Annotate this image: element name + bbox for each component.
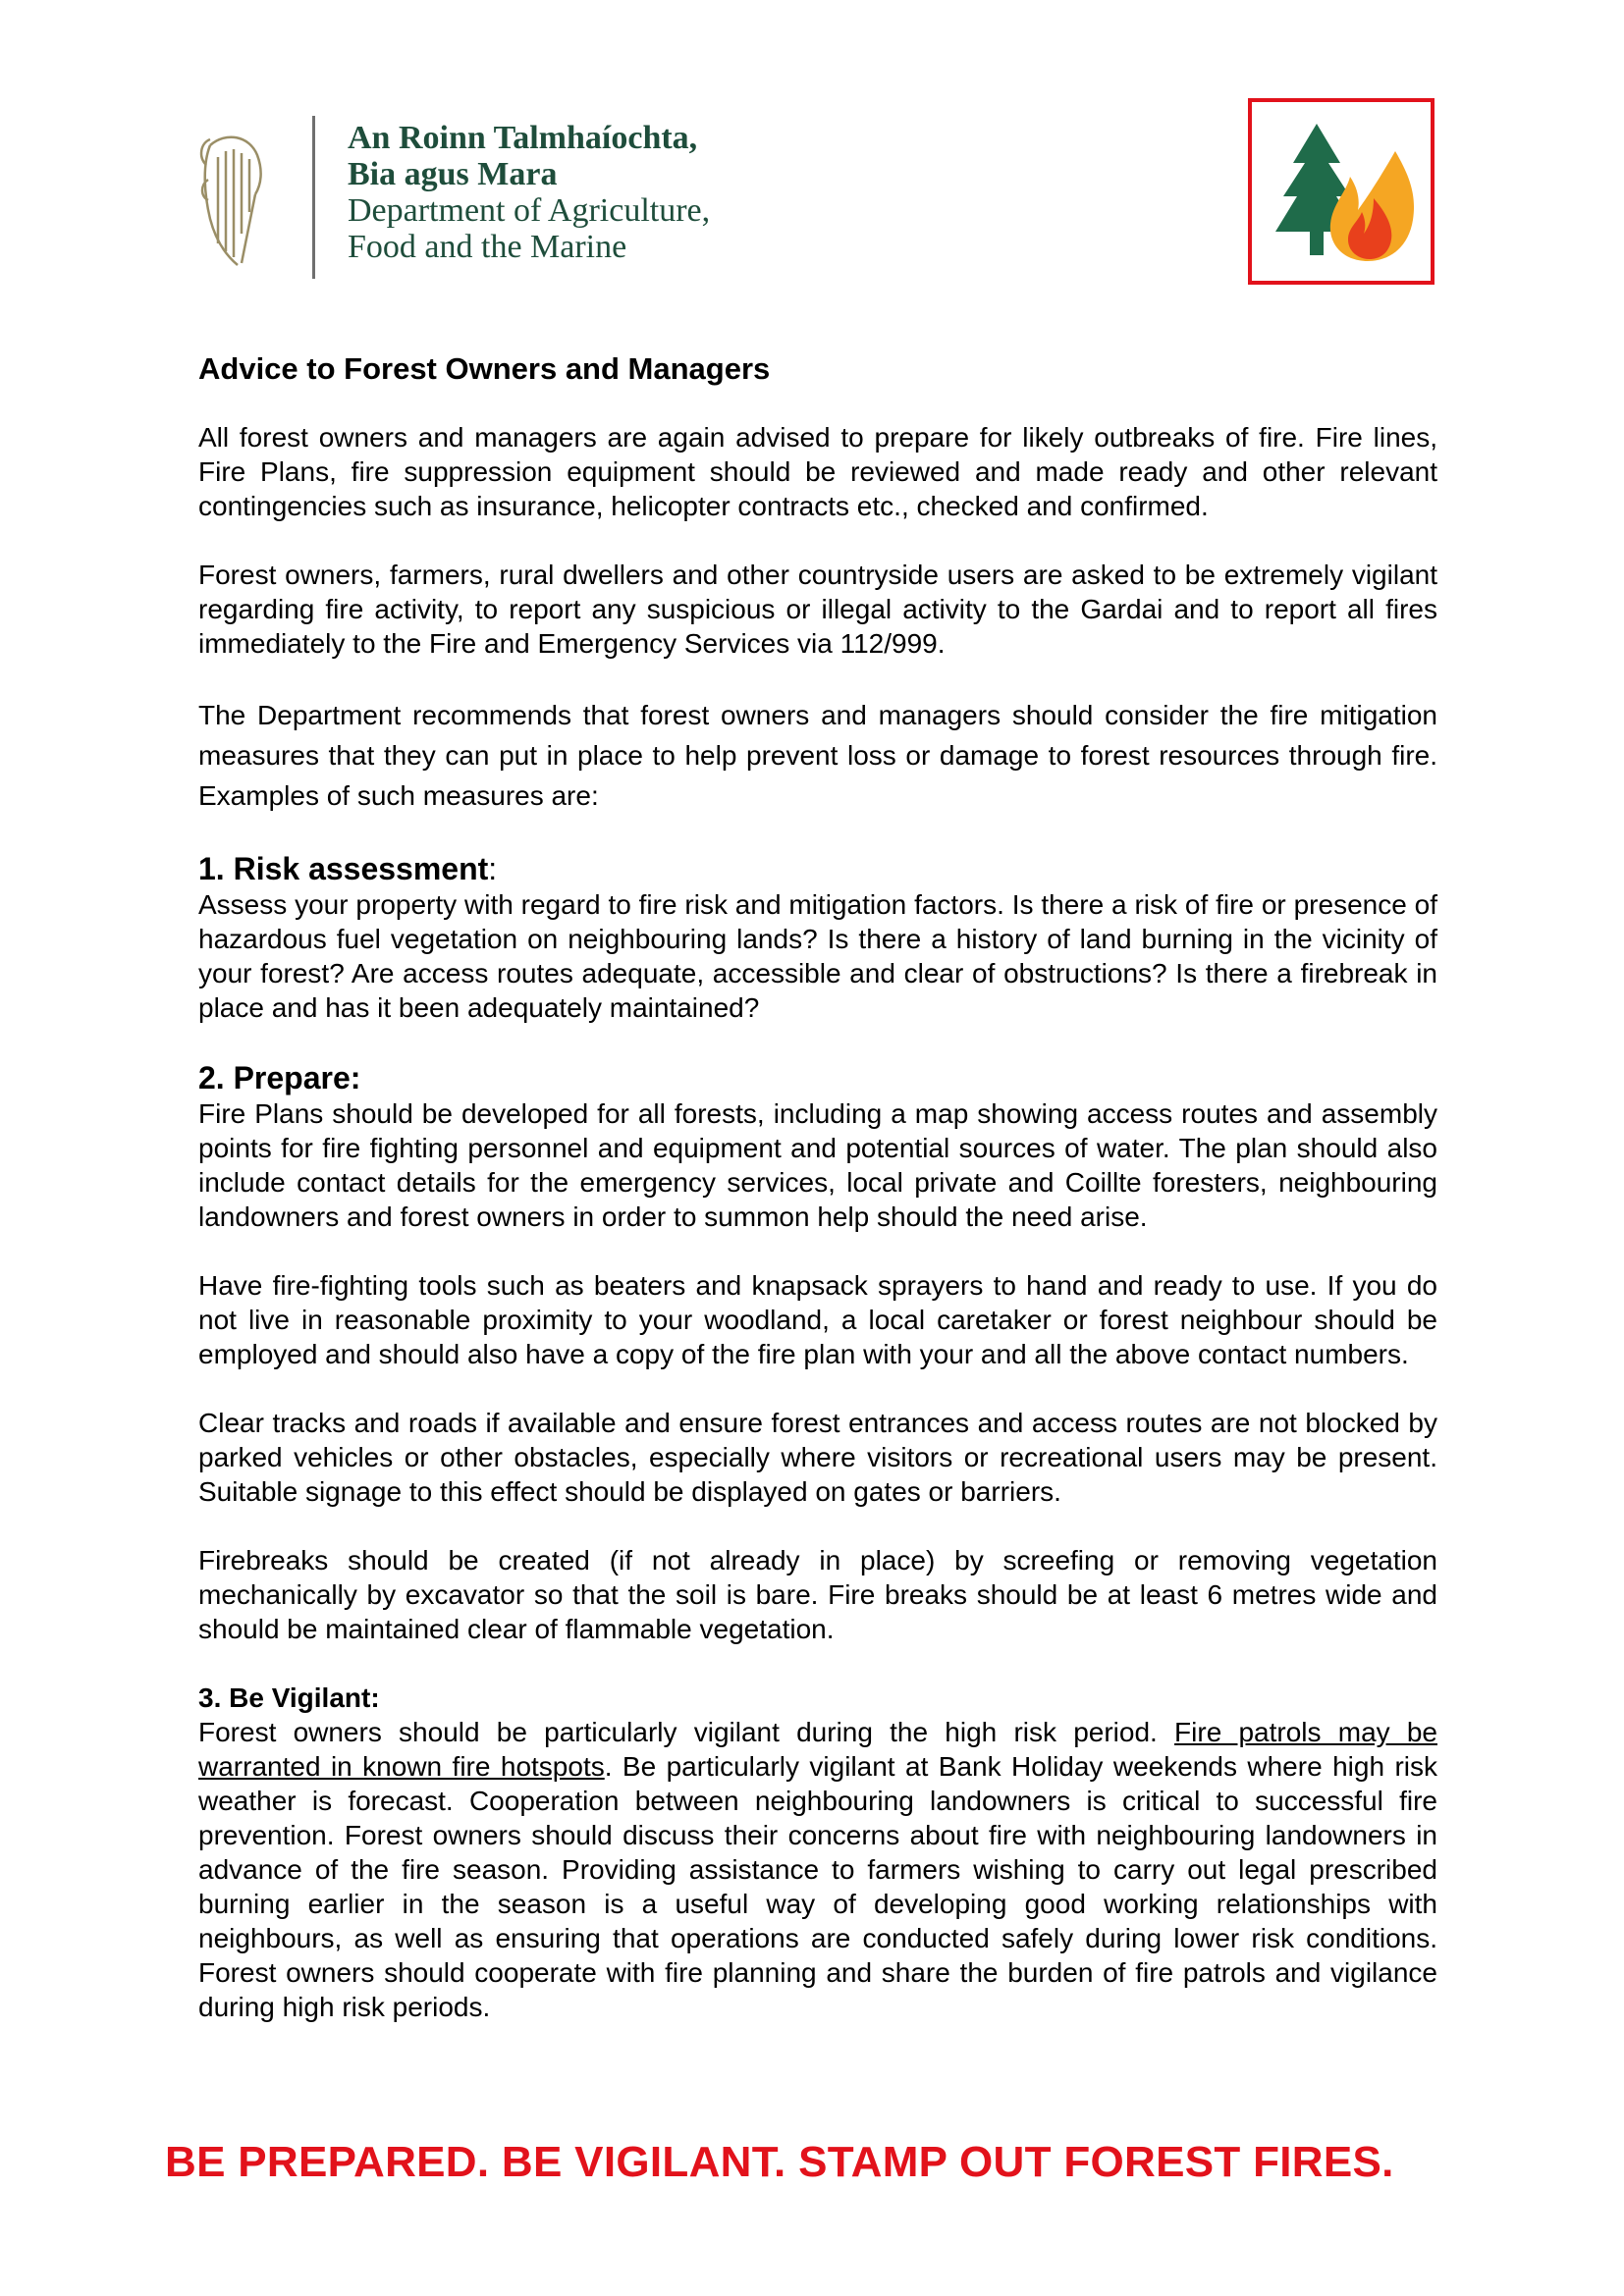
- harp-emblem-icon: [196, 126, 271, 273]
- fire-patrols-underlined-text: Fire patrols may be warranted in known fire hotspots: [198, 1717, 1437, 1782]
- department-english-line1: Department of Agriculture,: [348, 192, 711, 229]
- risk-assessment-heading-colon: :: [488, 851, 498, 886]
- department-name: [348, 120, 710, 265]
- department-irish-line2: Bia agus Mara: [348, 156, 558, 192]
- intro-paragraph-2: Forest owners, farmers, rural dwellers and other countryside users are asked to be extremely vigilant regarding fire activity, to report any suspicious or illegal activity to the Gardai and to report all fires immediately to the Fire and Emergency Services via 112/999.: [198, 560, 1437, 659]
- prepare-paragraph-4: Firebreaks should be created (if not already in place) by screefing or removing vegetation mechanically by excavator so that the soil is bare. Fire breaks should be at least 6 metres wide and should be maintained clear of flammable vegetation.: [198, 1545, 1437, 1644]
- prepare-paragraph-1: Fire Plans should be developed for all forests, including a map showing access routes and assembly points for fire fighting personnel and equipment and potential sources of water. The plan should also include contact details for the emergency services, local private and Coillte foresters, neighbouring landowners and forest owners in order to summon help should the need arise.: [198, 1098, 1437, 1232]
- be-vigilant-text-end: . Be particularly vigilant at Bank Holiday weekends where high risk weather is forecast. Cooperation between neighbouring landowners is critical to successful fire prevention. Forest owners should discuss their concerns about fire with neighbouring landowners in advance of the fire season. Providing assistance to farmers wishing to carry out legal prescribed burning earlier in the season is a useful way of developing good working relationships with neighbours, as well as ensuring that operations are conducted safely during lower risk conditions. Forest owners should cooperate with fire planning and share the burden of fire patrols and vigilance during high risk periods.: [198, 1751, 1437, 2022]
- prepare-heading: 2. Prepare:: [198, 1060, 361, 1095]
- be-vigilant-heading: 3. Be Vigilant:: [198, 1682, 380, 1713]
- tree-fire-icon: [1248, 98, 1435, 285]
- risk-assessment-paragraph: Assess your property with regard to fire risk and mitigation factors. Is there a risk of fire or presence of hazardous fuel vegetation on neighbouring lands? Is there a history of land burning in the vicinity of your forest? Are access routes adequate, accessible and clear of obstructions? Is there a firebreak in place and has it been adequately maintained?: [198, 889, 1437, 1023]
- document-title: Advice to Forest Owners and Managers: [198, 351, 771, 386]
- risk-assessment-heading-text: 1. Risk assessment: [198, 851, 489, 886]
- department-english-line2: Food and the Marine: [348, 229, 627, 265]
- document-body: [198, 349, 1437, 2058]
- be-vigilant-paragraph: [198, 1715, 1437, 2024]
- risk-assessment-heading: [198, 850, 1437, 887]
- intro-paragraph-1: All forest owners and managers are again advised to prepare for likely outbreaks of fire. Fire lines, Fire Plans, fire suppression equipment should be reviewed and made ready and other relevant contingencies such as insurance, helicopter contracts etc., checked and confirmed.: [198, 422, 1437, 521]
- prepare-paragraph-2: Have fire-fighting tools such as beaters and knapsack sprayers to hand and ready to use. If you do not live in reasonable proximity to your woodland, a local caretaker or forest neighbour should be employed and should also have a copy of the fire plan with your and all the above contact numbers.: [198, 1270, 1437, 1369]
- department-irish-line1: An Roinn Talmhaíochta,: [348, 120, 698, 156]
- campaign-slogan: BE PREPARED. BE VIGILANT. STAMP OUT FOREST FIRES.: [165, 2138, 1394, 2186]
- be-vigilant-text-start: Forest owners should be particularly vigilant during the high risk period.: [198, 1717, 1175, 1747]
- logo-divider: [312, 116, 315, 279]
- letterhead: [0, 0, 1624, 314]
- prepare-paragraph-3: Clear tracks and roads if available and ensure forest entrances and access routes are not blocked by parked vehicles or other obstacles, especially where visitors or recreational users may be present. Suitable signage to this effect should be displayed on gates or barriers.: [198, 1408, 1437, 1507]
- intro-paragraph-3: The Department recommends that forest owners and managers should consider the fire mitigation measures that they can put in place to help prevent loss or damage to forest resources through fire. Examples of such measures are:: [198, 700, 1437, 811]
